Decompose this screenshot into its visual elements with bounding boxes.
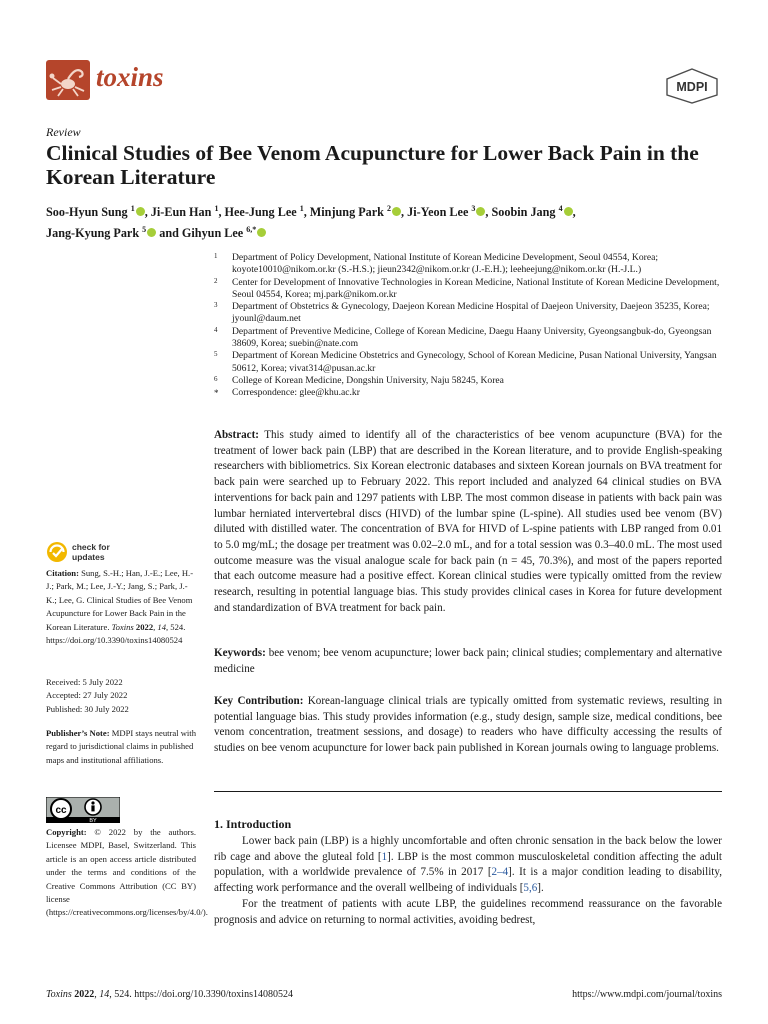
author-name: Gihyun Lee (181, 226, 244, 241)
key-contribution-label: Key Contribution: (214, 695, 304, 707)
citation-link-3[interactable]: 5,6 (523, 882, 538, 895)
article-title: Clinical Studies of Bee Venom Acupuncture for Lower Back Pain in the Korean Literature (46, 141, 699, 189)
author-name: Soo-Hyun Sung (46, 205, 128, 220)
abstract-label: Abstract: (214, 429, 259, 441)
accepted-date: Accepted: 27 July 2022 (46, 690, 128, 701)
affiliation-item (214, 277, 724, 302)
author-separator: , (485, 205, 492, 220)
check-updates-line2: updates (72, 551, 105, 562)
journal-name: toxins (96, 62, 164, 92)
author-name: Ji-Eun Han (150, 205, 212, 220)
orcid-icon[interactable] (257, 228, 266, 237)
copyright-block: Copyright: © 2022 by the authors. Licensee MDPI, Basel, Switzerland. This article is an open access article distributed under the terms and conditions of the Creative Commons Attribution (CC BY) license (https://creativecommons.org/licenses/by/4.0/). (46, 827, 208, 918)
author-separator: , (218, 205, 225, 220)
affiliation-number: 1 (214, 252, 218, 260)
footer-journal-url[interactable]: https://www.mdpi.com/journal/toxins (572, 989, 722, 1000)
introduction-heading: 1. Introduction (214, 817, 292, 831)
published-date: Published: 30 July 2022 (46, 703, 129, 714)
footer-citation: Toxins 2022, 14, 524. https://doi.org/10.3390/toxins14080524 (46, 989, 293, 1000)
publication-dates (46, 676, 196, 716)
keywords-label: Keywords: (214, 647, 266, 659)
affiliation-text: Center for Development of Innovative Technologies in Korean Medicine, National Institute of Korean Medicine Development, Seoul 04554, Korea; mj.park@nikom.or.kr (232, 276, 720, 300)
author-affiliation-number: 1 (299, 204, 304, 213)
affiliation-item (214, 387, 724, 399)
abstract (214, 428, 722, 616)
introduction-paragraph-2: For the treatment of patients with acute LBP, the guidelines recommend reassurance on the favorable prognosis and advice on returning to normal activities, avoiding bedrest, (214, 897, 722, 926)
affiliation-number: * (214, 388, 219, 399)
author-affiliation-number: 1 (214, 204, 219, 213)
affiliation-item (214, 301, 724, 326)
orcid-icon[interactable] (136, 207, 145, 216)
orcid-icon[interactable] (147, 228, 156, 237)
keywords-text: bee venom; bee venom acupuncture; lower back pain; clinical studies; complementary and alternative medicine (214, 647, 722, 675)
affiliations (214, 252, 724, 400)
affiliation-text: Department of Obstetrics & Gynecology, Daejeon Korean Medicine Hospital of Daejeon University, Daejeon 35235, Korea; jyounl@daum.net (232, 301, 710, 325)
author-separator: , (303, 205, 310, 220)
key-contribution (214, 694, 722, 757)
article-type: Review (46, 125, 81, 139)
author-affiliation-number: 5 (142, 225, 147, 235)
author-separator: , (401, 205, 408, 220)
author-name: Ji-Yeon Lee (407, 205, 469, 220)
creative-commons-by-icon[interactable] (46, 797, 120, 823)
affiliation-item (214, 350, 724, 375)
author-affiliation-number: 6,* (246, 225, 257, 235)
check-updates-line1: check for (72, 542, 110, 552)
cc-by-label: BY (89, 818, 97, 823)
affiliation-number: 6 (214, 374, 218, 383)
citation-doi[interactable]: , 524. https://doi.org/10.3390/toxins14080524 (46, 621, 186, 646)
author-separator: , (572, 205, 576, 220)
affiliation-number: 2 (214, 276, 218, 285)
orcid-icon[interactable] (564, 207, 573, 216)
key-contribution-text: Korean-language clinical trials are typically omitted from systematic reviews, resulting in potential language bias. This study provides information (e.g., study design, sample size, medical conditions, bee venom concentration, treatment sessions, and dosage) to readers who have difficulty accessing the results of studies on bee venom acupuncture for lower back pain published in Korean journals owing to language problems. (214, 695, 722, 755)
publishers-note: Publisher’s Note: MDPI stays neutral with regard to jurisdictional claims in published maps and institutional affiliations. (46, 728, 196, 765)
footer-doi[interactable]: , 524. https://doi.org/10.3390/toxins14080524 (109, 989, 293, 1000)
affiliation-text: Department of Korean Medicine Obstetrics and Gynecology, School of Korean Medicine, Pusan National University, Yangsan 50612, Korea; vivat314@pusan.ac.kr (232, 350, 717, 374)
crossmark-icon (46, 541, 68, 563)
affiliation-text: Department of Policy Development, National Institute of Korean Medicine Development, Seoul 04554, Korea; koyote10010@nikom.or.kr (S.-H.S.); jieun2342@nikom.or.kr (J.-E.H.); leeheejung@nikom.or.kr (H.-J.L.) (232, 252, 659, 276)
orcid-icon[interactable] (392, 207, 401, 216)
citation-block: Citation: Sung, S.-H.; Han, J.-E.; Lee, H.-J.; Park, M.; Lee, J.-Y.; Jang, S.; Park, J.-K.; Lee, G. Clinical Studies of Bee Venom Acupuncture for Lower Back Pain in the Korean Literature. Toxins 2022, 14, 524. https://doi.org/10.3390/toxins14080524 (46, 568, 194, 646)
mdpi-logo-icon (664, 68, 720, 104)
introduction-paragraph-1: Lower back pain (LBP) is a highly uncomfortable and often chronic sensation in the back below the lower rib cage and above the gluteal fold [1]. LBP is the most common musculoskeletal condition affecting the adult population, with a worldwide prevalence of 7.5% in 2017 [2–4]. It is a major condition leading to disability, affecting work performance and the overall wellbeing of individuals [5,6]. (214, 835, 722, 895)
affiliation-item (214, 326, 724, 351)
affiliation-item (214, 252, 724, 277)
affiliation-text: College of Korean Medicine, Dongshin University, Naju 58245, Korea (232, 374, 504, 386)
author-name: Soobin Jang (491, 205, 556, 220)
received-date: Received: 5 July 2022 (46, 677, 123, 687)
section-divider (214, 791, 722, 792)
affiliation-text: Department of Preventive Medicine, College of Korean Medicine, Daegu Haany University, Gyeongsangbuk-do, Gyeongsan 38609, Korea; suebin@nate.com (232, 325, 712, 350)
publisher-name: MDPI (676, 80, 708, 94)
keywords (214, 646, 722, 677)
citation-link-1[interactable]: 1 (381, 850, 388, 863)
affiliation-number: 3 (214, 301, 218, 310)
author-affiliation-number: 1 (130, 204, 135, 213)
author-list (46, 200, 736, 242)
affiliation-item (214, 375, 724, 387)
author-affiliation-number: 2 (387, 204, 391, 213)
author-affiliation-number: 4 (558, 204, 563, 213)
author-name: Minjung Park (309, 205, 384, 220)
author-separator: , (144, 205, 151, 220)
author-name: Jang-Kyung Park (46, 226, 140, 241)
author-affiliation-number: 3 (471, 204, 476, 213)
abstract-text: This study aimed to identify all of the characteristics of bee venom acupuncture (BVA) for the treatment of lower back pain (LBP) that are described in the Korean literature, and to provide English-speaking researchers with bibliometrics. Six Korean electronic databases and sixteen Korean journals on BVA treatment for back pain were searched up to February 2022. This report included and analyzed 64 clinical studies on BVA interventions for back pain and 1297 patients with LBP. The most common disease in patients with back pain was lumbar herniated intervertebral discs (HIVD) of the lumbar spine (L-spine). All studies used bee venom (BV) diluted with distilled water. The concentration of BVA for HIVD of L-spine patients with LBP ranged from 0.01 to 5.0 mg/mL; the dosage per treatment was 0.02–2.0 mL, and for a total session was 0.3–40.0 mL. The most used outcome measure was the visual analogue scale for back pain (n = 45, 70.3%), and most of the papers reported that each outcome measure had a positive effect. Korean clinical studies were typically omitted from the review research, resulting in potential language bias. This study provides clinical cases in Korea for future development and standardization of BVA treatment for back pain. (214, 429, 723, 614)
author-name: Hee-Jung Lee (224, 205, 297, 220)
affiliation-number: 4 (214, 325, 218, 334)
svg-text:cc: cc (55, 805, 67, 816)
check-for-updates-button[interactable] (46, 540, 136, 566)
scorpion-logo-icon (46, 60, 90, 100)
affiliation-text: Correspondence: glee@khu.ac.kr (232, 387, 360, 399)
introduction-body (214, 834, 722, 928)
affiliation-number: 5 (214, 350, 218, 359)
citation-link-2[interactable]: 2–4 (491, 866, 509, 879)
author-separator: and (156, 226, 182, 241)
